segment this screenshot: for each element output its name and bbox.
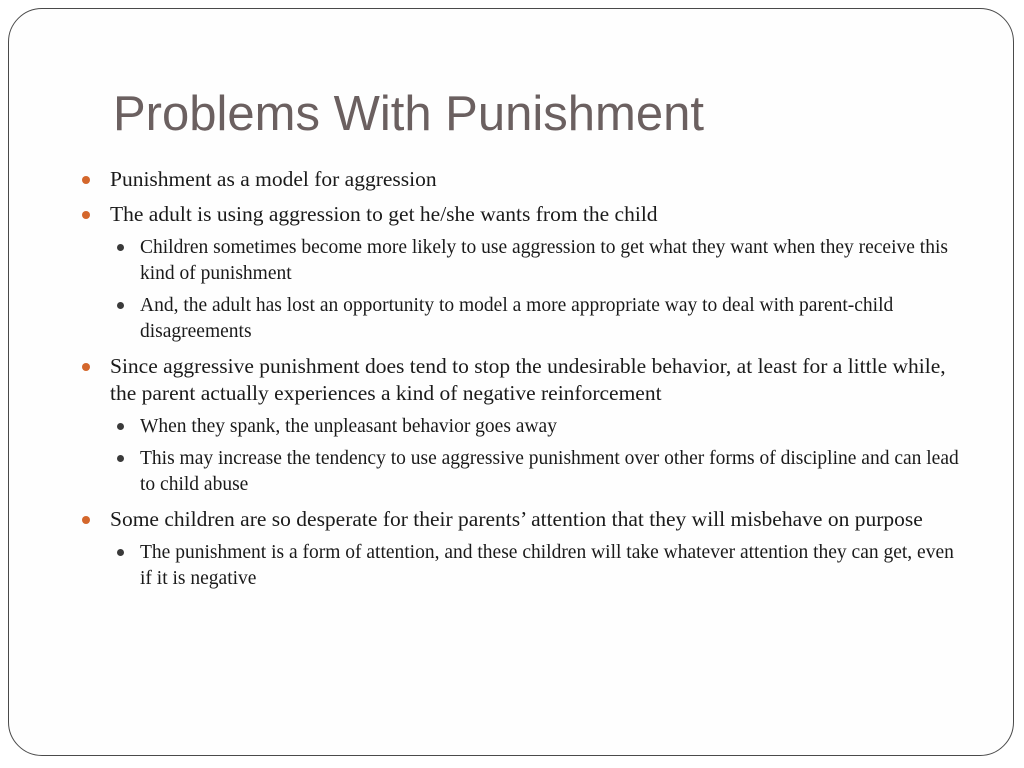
bullet-dot-icon — [82, 516, 90, 524]
bullet-item — [79, 353, 969, 498]
bullet-dot-icon — [82, 363, 90, 371]
sub-bullet-dot-icon — [117, 549, 124, 556]
sub-bullet-item — [110, 414, 969, 440]
sub-bullet-item — [110, 235, 969, 287]
sub-bullet-dot-icon — [117, 455, 124, 462]
sub-bullet-item — [110, 293, 969, 345]
sub-bullet-dot-icon — [117, 244, 124, 251]
sub-bullet-dot-icon — [117, 423, 124, 430]
sub-bullet-text: Children sometimes become more likely to use aggression to get what they want when they receive this kind of punishment — [140, 237, 948, 284]
sub-bullet-text: And, the adult has lost an opportunity to model a more appropriate way to deal with parent-child disagreements — [140, 295, 894, 342]
sub-bullet-list — [110, 235, 969, 345]
bullet-list — [79, 166, 969, 600]
bullet-item — [79, 166, 969, 193]
sub-bullet-list — [110, 414, 969, 498]
sub-bullet-item — [110, 446, 969, 498]
bullet-text: The adult is using aggression to get he/she wants from the child — [110, 202, 658, 226]
slide-title: Problems With Punishment — [113, 87, 704, 141]
sub-bullet-dot-icon — [117, 302, 124, 309]
sub-bullet-list — [110, 540, 969, 592]
bullet-item — [79, 506, 969, 592]
bullet-text: Some children are so desperate for their parents’ attention that they will misbehave on purpose — [110, 507, 923, 531]
sub-bullet-text: When they spank, the unpleasant behavior goes away — [140, 416, 557, 437]
sub-bullet-item — [110, 540, 969, 592]
sub-bullet-text: This may increase the tendency to use aggressive punishment over other forms of discipline and can lead to child abuse — [140, 448, 959, 495]
bullet-text: Punishment as a model for aggression — [110, 167, 437, 191]
bullet-dot-icon — [82, 176, 90, 184]
bullet-text: Since aggressive punishment does tend to stop the undesirable behavior, at least for a little while, the parent actually experiences a kind of negative reinforcement — [110, 354, 946, 405]
bullet-item — [79, 201, 969, 345]
bullet-dot-icon — [82, 211, 90, 219]
sub-bullet-text: The punishment is a form of attention, and these children will take whatever attention they can get, even if it is negative — [140, 542, 954, 589]
